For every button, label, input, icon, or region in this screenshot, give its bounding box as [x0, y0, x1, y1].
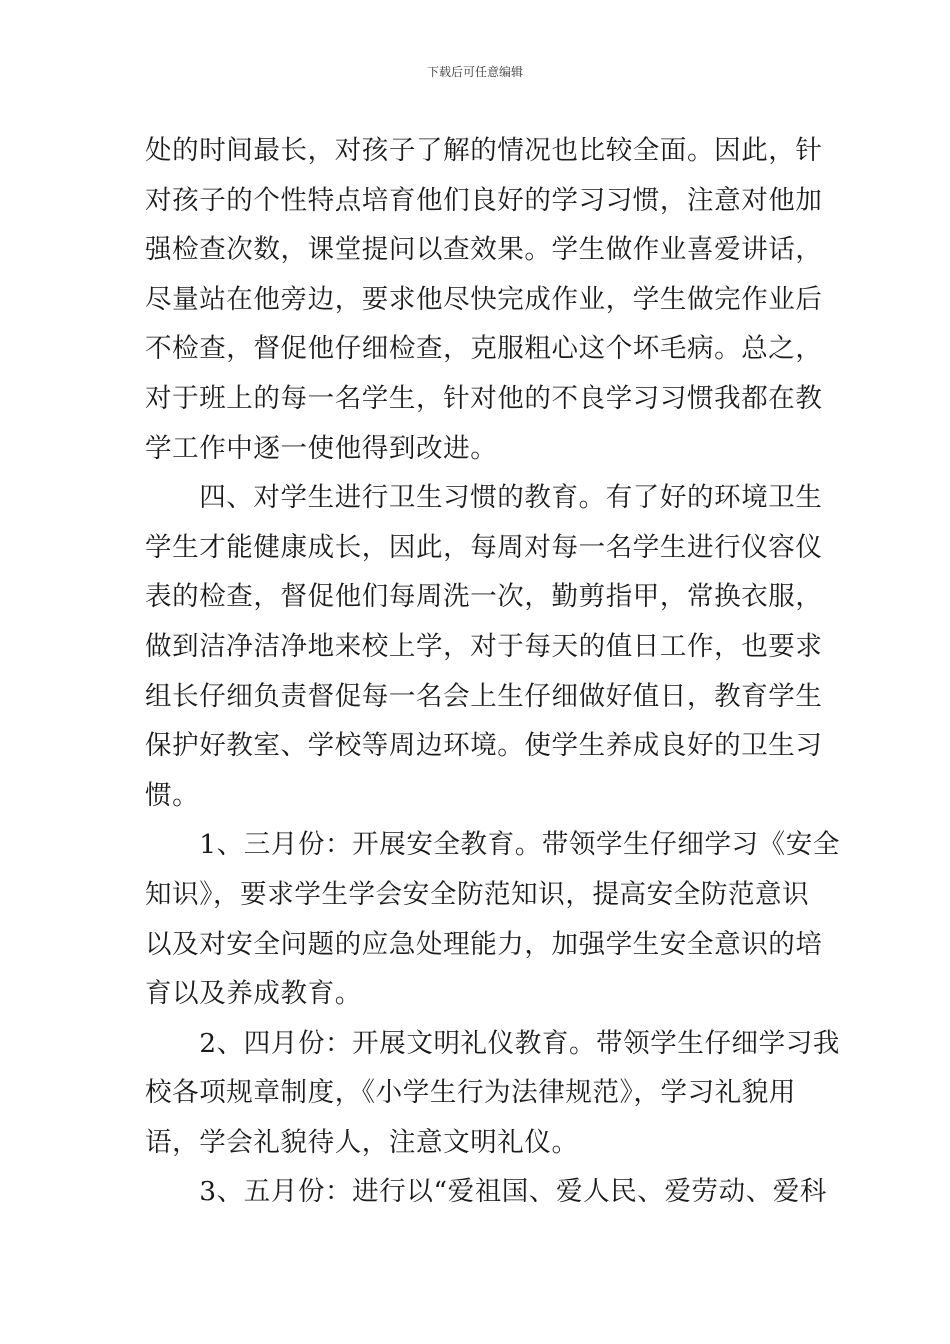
text-line: 语，学会礼貌待人，注意文明礼仪。: [145, 1126, 579, 1158]
text-line: 2、四月份：开展文明礼仪教育。带领学生仔细学习我: [145, 1027, 840, 1059]
paragraph-april-etiquette: [145, 1019, 840, 1168]
paragraph-habits-summary: [145, 126, 823, 473]
text-line: 对于班上的每一名学生，针对他的不良学习习惯我都在教: [145, 382, 823, 414]
document-body: [145, 126, 840, 1217]
text-line: 组长仔细负责督促每一名会上生仔细做好值日，教育学生: [145, 680, 823, 712]
text-line: 3、五月份：进行以“爱祖国、爱人民、爱劳动、爱科: [145, 1176, 828, 1208]
paragraph-hygiene-education: [145, 473, 823, 820]
text-line: 以及对安全问题的应急处理能力，加强学生安全意识的培: [145, 928, 823, 960]
text-line: 处的时间最长，对孩子了解的情况也比较全面。因此，针: [145, 135, 823, 166]
text-line: 保护好教室、学校等周边环境。使学生养成良好的卫生习: [145, 730, 823, 762]
paragraph-march-safety: [145, 820, 840, 1018]
text-line: 育以及养成教育。: [145, 978, 362, 1010]
text-line: 表的检查，督促他们每周洗一次，勤剪指甲，常换衣服，: [145, 581, 823, 613]
text-line: 做到洁净洁净地来校上学，对于每天的值日工作，也要求: [145, 630, 823, 662]
paragraph-may-patriotism: [145, 1167, 828, 1217]
text-line: 学生才能健康成长，因此，每周对每一名学生进行仪容仪: [145, 531, 823, 563]
text-line: 知识》，要求学生学会安全防范知识，提高安全防范意识: [145, 878, 810, 910]
text-line: 校各项规章制度，《小学生行为法律规范》，学习礼貌用: [145, 1077, 796, 1109]
text-line: 强检查次数，课堂提问以查效果。学生做作业喜爱讲话，: [145, 234, 823, 266]
text-line: 对孩子的个性特点培育他们良好的学习习惯，注意对他加: [145, 184, 823, 216]
text-line: 四、对学生进行卫生习惯的教育。有了好的环境卫生: [145, 482, 823, 514]
text-line: 不检查，督促他仔细检查，克服粗心这个坏毛病。总之，: [145, 333, 823, 365]
text-line: 尽量站在他旁边，要求他尽快完成作业，学生做完作业后: [145, 283, 823, 315]
page-header: 下载后可任意编辑: [426, 65, 523, 79]
text-line: 1、三月份：开展安全教育。带领学生仔细学习《安全: [145, 829, 840, 861]
text-line: 学工作中逐一使他得到改进。: [145, 432, 498, 464]
text-line: 惯。: [145, 779, 200, 811]
